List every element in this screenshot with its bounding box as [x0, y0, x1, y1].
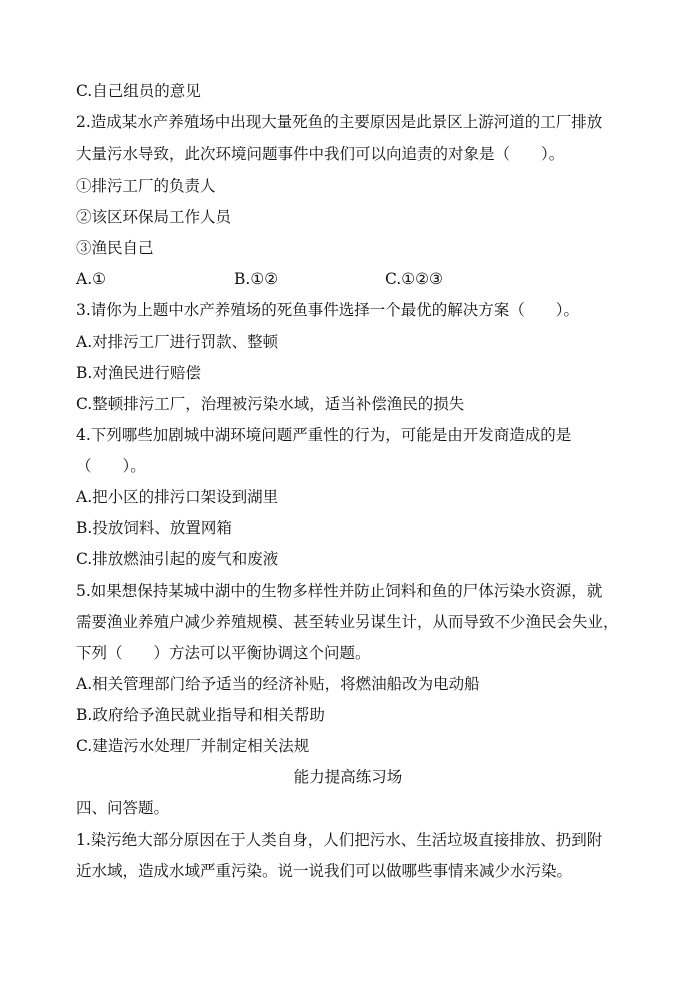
- q4-stem-line2: （ ）。: [76, 457, 146, 475]
- section-title: 能力提高练习场: [293, 768, 403, 786]
- q2-stem-line2: 大量污水导致，此次环境问题事件中我们可以向追责的对象是（ ）。: [76, 145, 565, 163]
- q1-option-c: C.自己组员的意见: [76, 82, 201, 100]
- qa1-line1: 1.染污绝大部分原因在于人类自身，人们把污水、生活垃圾直接排放、扔到附: [76, 831, 603, 849]
- q2-option-a: A.①: [76, 270, 107, 288]
- part-four-heading: 四、问答题。: [76, 799, 170, 817]
- q3-option-c: C.整顿排污工厂，治理被污染水域，适当补偿渔民的损失: [76, 395, 465, 413]
- q4-option-c: C.排放燃油引起的废气和废液: [76, 550, 279, 568]
- q2-option-b: B.①②: [234, 270, 279, 288]
- q2-item-2: ②该区环保局工作人员: [76, 208, 232, 226]
- q3-option-a: A.对排污工厂进行罚款、整顿: [76, 333, 279, 351]
- q5-option-a: A.相关管理部门给予适当的经济补贴，将燃油船改为电动船: [76, 675, 480, 693]
- q5-option-c: C.建造污水处理厂并制定相关法规: [76, 737, 310, 755]
- qa1-line2: 近水域，造成水域严重污染。说一说我们可以做哪些事情来减少水污染。: [76, 862, 573, 880]
- q3-option-b: B.对渔民进行赔偿: [76, 364, 201, 382]
- q5-option-b: B.政府给予渔民就业指导和相关帮助: [76, 706, 325, 724]
- q4-stem-line1: 4.下列哪些加剧城中湖环境问题严重性的行为，可能是由开发商造成的是: [76, 426, 572, 444]
- q2-option-c: C.①②③: [385, 270, 443, 288]
- q3-stem: 3.请你为上题中水产养殖场的死鱼事件选择一个最优的解决方案（ ）。: [76, 301, 580, 319]
- q2-item-3: ③渔民自己: [76, 239, 154, 257]
- q2-stem-line1: 2.造成某水产养殖场中出现大量死鱼的主要原因是此景区上游河道的工厂排放: [76, 113, 603, 131]
- q5-stem-line3: 下列（ ）方法可以平衡协调这个问题。: [76, 644, 371, 662]
- q4-option-b: B.投放饲料、放置网箱: [76, 519, 232, 537]
- q2-item-1: ①排污工厂的负责人: [76, 177, 216, 195]
- q5-stem-line2: 需要渔业养殖户减少养殖规模、甚至转业另谋生计，从而导致不少渔民会失业，: [76, 613, 619, 631]
- q5-stem-line1: 5.如果想保持某城中湖中的生物多样性并防止饲料和鱼的尸体污染水资源，就: [76, 582, 603, 600]
- q4-option-a: A.把小区的排污口架设到湖里: [76, 488, 279, 506]
